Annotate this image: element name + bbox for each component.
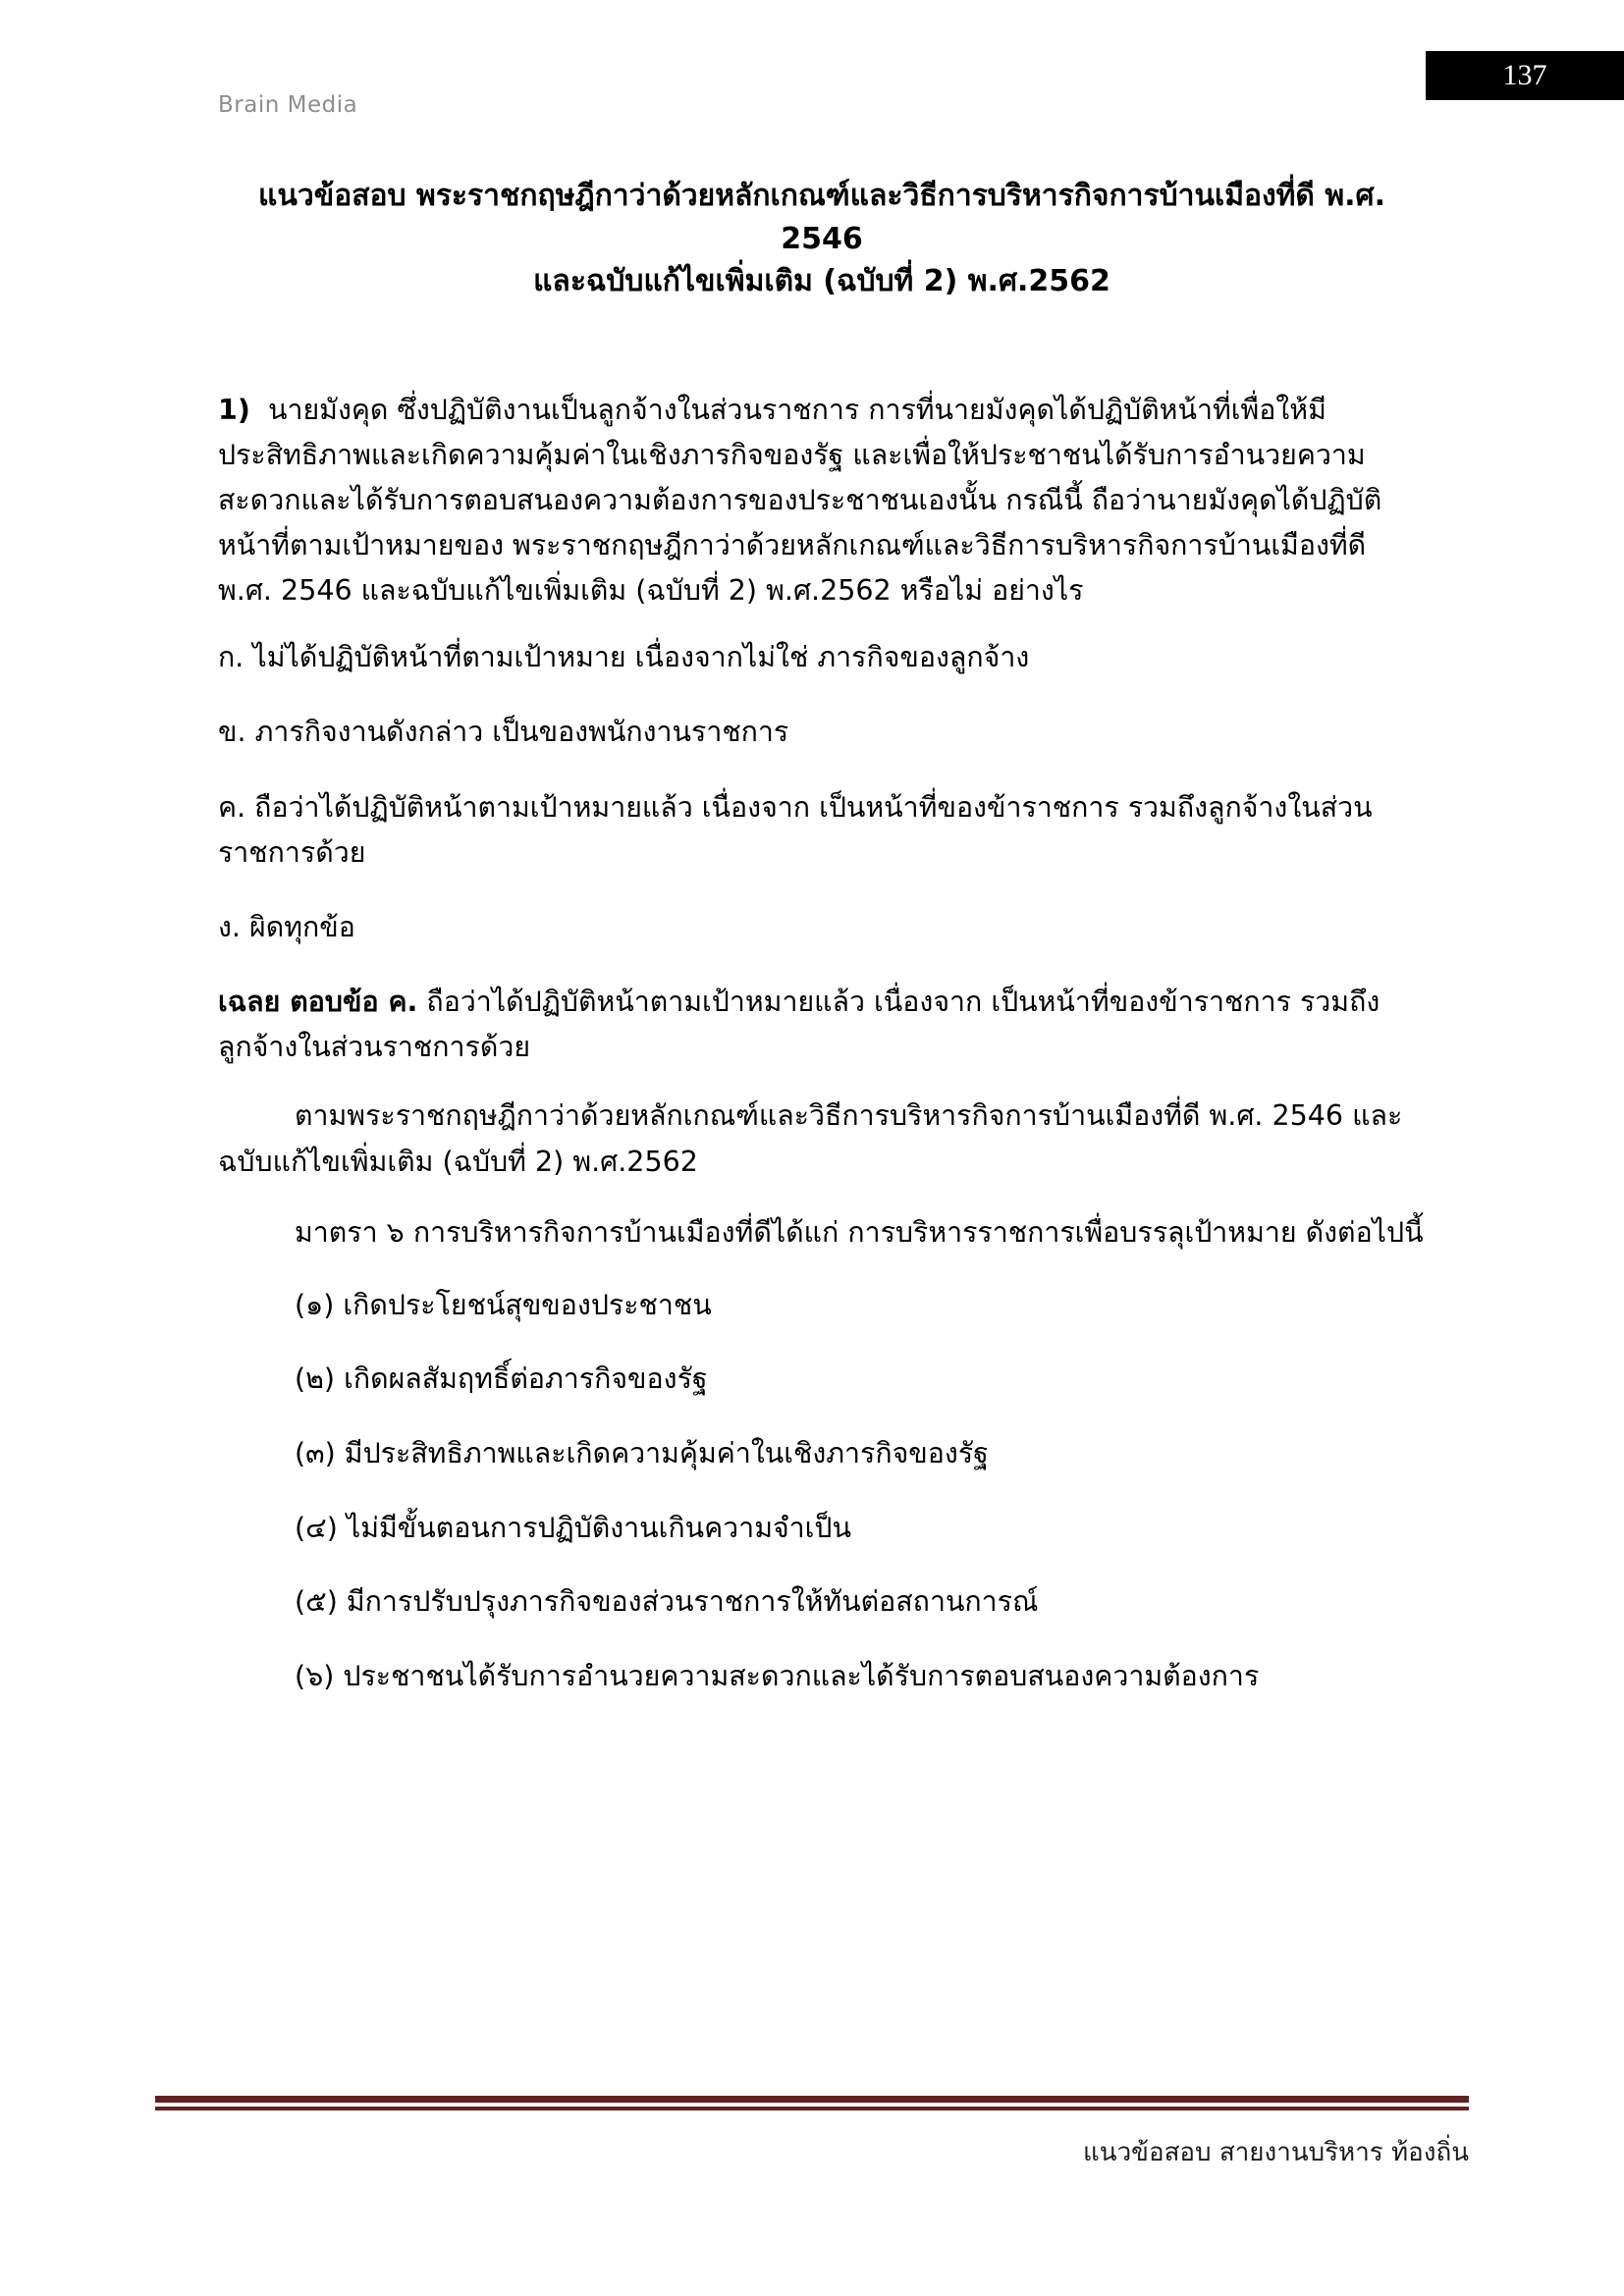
list-item: (๔) ไม่มีขั้นตอนการปฏิบัติงานเกินความจำเป็น <box>295 1511 851 1544</box>
brand-label: Brain Media <box>218 92 358 118</box>
choice-kho2: ค. ถือว่าได้ปฏิบัติหน้าตามเป้าหมายแล้ว เนื่องจาก เป็นหน้าที่ของข้าราชการ รวมถึงลูกจ้างในส่วนราชการด้วย <box>218 790 1373 869</box>
choice-kho: ข. ภารกิจงานดังกล่าว เป็นของพนักงานราชการ <box>218 716 789 749</box>
page-title-line-1: แนวข้อสอบ พระราชกฤษฎีกาว่าด้วยหลักเกณฑ์และวิธีการบริหารกิจการบ้านเมืองที่ดี พ.ศ. 2546 <box>258 179 1385 256</box>
footer-rule-thick <box>155 2096 1469 2103</box>
list-item: (๑) เกิดประโยชน์สุขของประชาชน <box>295 1288 712 1321</box>
list-item: (๒) เกิดผลสัมฤทธิ์ต่อภารกิจของรัฐ <box>295 1362 708 1396</box>
choice-ngo: ง. ผิดทุกข้อ <box>218 910 355 943</box>
list-item: (๕) มีการปรับปรุงภารกิจของส่วนราชการให้ทันต่อสถานการณ์ <box>295 1585 1039 1619</box>
answer-key <box>218 980 1426 1070</box>
question-paragraph <box>218 388 1426 614</box>
answer-label: เฉลย ตอบข้อ ค. <box>218 986 418 1019</box>
section-heading-matra-6: มาตรา ๖ การบริหารกิจการบ้านเมืองที่ดีได้แก่ การบริหารราชการเพื่อบรรลุเป้าหมาย ดังต่อไปนี้ <box>295 1215 1424 1249</box>
page-footer <box>155 2096 1469 2172</box>
answer-text: ถือว่าได้ปฏิบัติหน้าตามเป้าหมายแล้ว เนื่องจาก เป็นหน้าที่ของข้าราชการ รวมถึงลูกจ้างในส่วนราชการด้วย <box>218 986 1380 1064</box>
choice-ka: ก. ไม่ได้ปฏิบัติหน้าที่ตามเป้าหมาย เนื่องจากไม่ใช่ ภารกิจของลูกจ้าง <box>218 641 1030 674</box>
question-block <box>218 388 1426 1699</box>
question-text: นายมังคุด ซึ่งปฏิบัติงานเป็นลูกจ้างในส่วนราชการ การที่นายมังคุดได้ปฏิบัติหน้าที่เพื่อให้มีประสิทธิภาพและเกิดความคุ้มค่าในเชิงภารกิจของรัฐ และเพื่อให้ประชาชนได้รับการอำนวยความสะดวกและได้รับการตอบสนองความต้องการของประชาชนเองนั้น กรณีนี้ ถือว่านายมังคุดได้ปฏิบัติหน้าที่ตามเป้าหมายของ พระราชกฤษฎีกาว่าด้วยหลักเกณฑ์และวิธีการบริหารกิจการบ้านเมืองที่ดี พ.ศ. 2546 และฉบับแก้ไขเพิ่มเติม (ฉบับที่ 2) พ.ศ.2562 หรือไม่ อย่างไร <box>218 393 1382 608</box>
document-content <box>218 175 1426 1728</box>
list-item: (๓) มีประสิทธิภาพและเกิดความคุ้มค่าในเชิงภารกิจของรัฐ <box>295 1437 989 1470</box>
page-title-line-2: และฉบับแก้ไขเพิ่มเติม (ฉบับที่ 2) พ.ศ.2562 <box>533 264 1110 298</box>
page-title <box>218 175 1426 303</box>
page-number-badge: 137 <box>1426 51 1624 100</box>
footer-label: แนวข้อสอบ สายงานบริหาร ท้องถิ่น <box>1083 2138 1469 2167</box>
page-header <box>0 51 1624 120</box>
list-item: (๖) ประชาชนได้รับการอำนวยความสะดวกและได้รับการตอบสนองความต้องการ <box>295 1659 1260 1692</box>
reference-intro: ตามพระราชกฤษฎีกาว่าด้วยหลักเกณฑ์และวิธีการบริหารกิจการบ้านเมืองที่ดี พ.ศ. 2546 และฉบับแก้ไขเพิ่มเติม (ฉบับที่ 2) พ.ศ.2562 <box>218 1099 1403 1178</box>
footer-rule-thin <box>155 2107 1469 2110</box>
question-number: 1) <box>218 393 250 426</box>
